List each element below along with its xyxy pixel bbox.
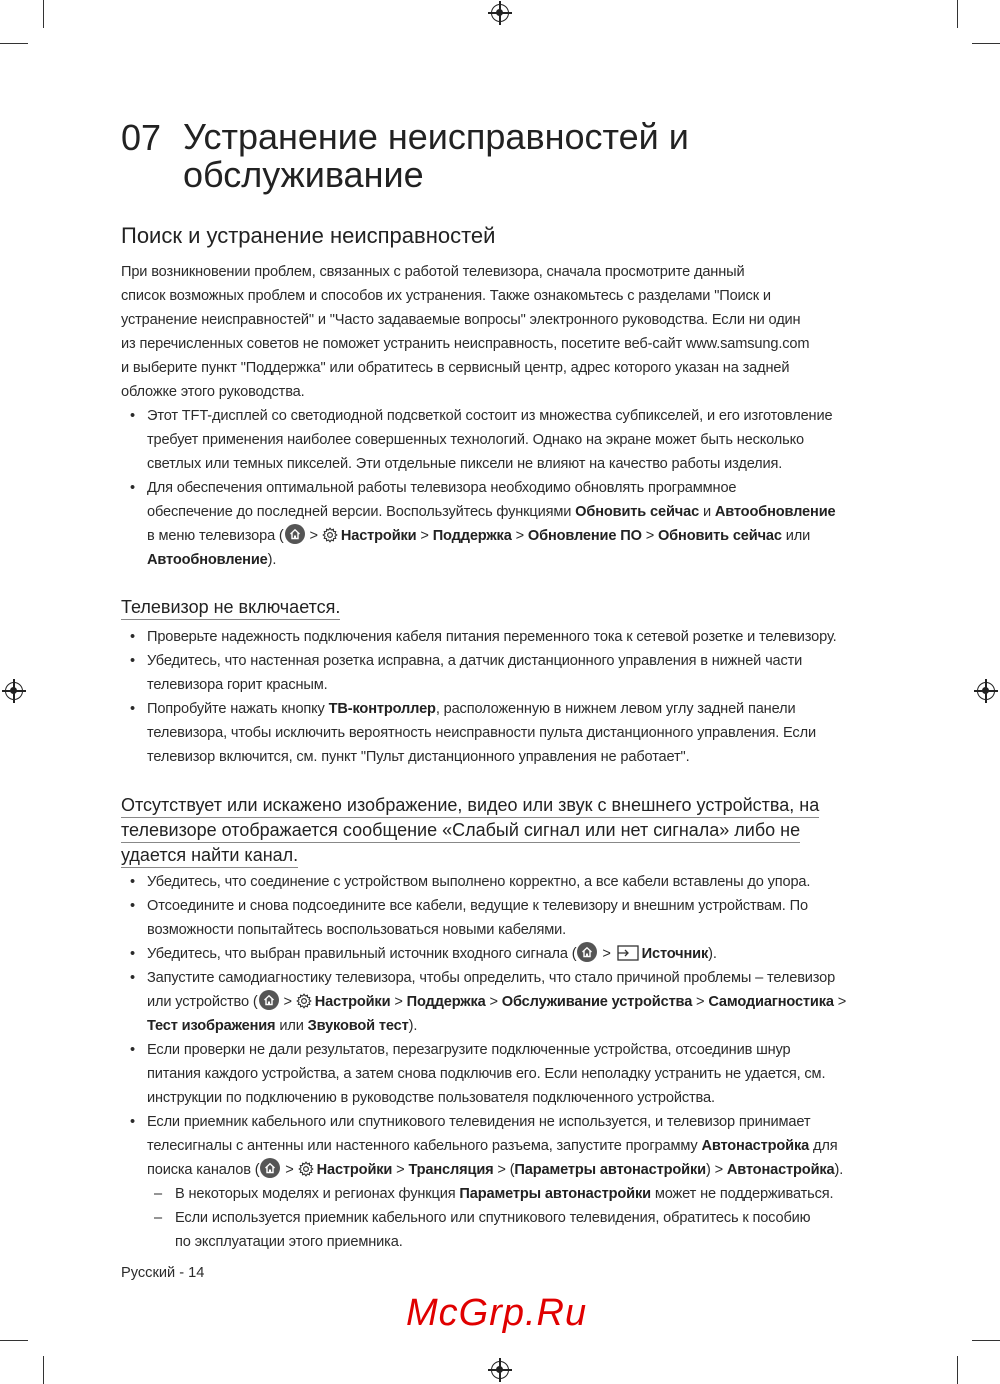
crop-mark bbox=[0, 1340, 28, 1341]
text-run: возможности попытайтесь воспользоваться новыми кабелями. bbox=[147, 922, 567, 938]
text-line bbox=[121, 284, 891, 308]
bullet-marker: • bbox=[130, 653, 135, 669]
chapter-title bbox=[183, 118, 689, 194]
text-line bbox=[121, 308, 891, 332]
text-run: или устройство ( bbox=[147, 994, 258, 1010]
text-line bbox=[147, 942, 891, 966]
bullet-item bbox=[121, 649, 891, 697]
text-line bbox=[147, 1134, 891, 1158]
menu-path-term: Обновить сейчас bbox=[575, 504, 700, 520]
bullet-item bbox=[121, 476, 891, 572]
menu-path-term: Звуковой тест bbox=[307, 1018, 409, 1034]
text-run: обложке этого руководства. bbox=[121, 384, 305, 400]
text-run: и выберите пункт "Поддержка" или обратитесь в сервисный центр, адрес которого указан на задней bbox=[121, 360, 790, 376]
text-run: устранение неисправностей" и "Часто задаваемые вопросы" электронного руководства. Если ни один bbox=[121, 312, 801, 328]
text-line bbox=[147, 721, 891, 745]
text-line bbox=[175, 1230, 891, 1254]
menu-path-term: Трансляция bbox=[408, 1162, 494, 1178]
text-run: телевизор включится, см. пункт "Пульт дистанционного управления не работает". bbox=[147, 749, 690, 765]
intro-bullet-list bbox=[121, 404, 891, 572]
text-line bbox=[147, 625, 891, 649]
text-run: В некоторых моделях и регионах функция bbox=[175, 1186, 460, 1202]
menu-path-term: Настройки bbox=[340, 528, 417, 544]
text-line bbox=[147, 745, 891, 769]
text-run: или bbox=[781, 528, 811, 544]
note-item bbox=[121, 1206, 891, 1254]
text-line bbox=[147, 428, 891, 452]
registration-mark-icon bbox=[491, 4, 509, 22]
text-run: ). bbox=[408, 1018, 418, 1034]
page-footer: Русский - 14 bbox=[121, 1265, 205, 1281]
text-run: > bbox=[281, 1162, 298, 1178]
dash-marker: – bbox=[154, 1210, 162, 1226]
text-line bbox=[147, 1086, 891, 1110]
crop-mark bbox=[957, 0, 958, 28]
text-run: телесигналы с антенны или настенного кабельного разъема, запустите программу bbox=[147, 1138, 702, 1154]
text-run: Убедитесь, что выбран правильный источник входного сигнала ( bbox=[147, 946, 577, 962]
crop-mark bbox=[957, 1356, 958, 1384]
subsection-title-no-power bbox=[121, 595, 340, 620]
bullet-marker: • bbox=[130, 1042, 135, 1058]
bullet-item bbox=[121, 697, 891, 769]
text-line bbox=[147, 1014, 891, 1038]
crop-mark bbox=[972, 43, 1000, 44]
menu-path-term: Автообновление bbox=[147, 552, 268, 568]
menu-path-term: Тест изображения bbox=[147, 1018, 276, 1034]
registration-mark-icon bbox=[5, 682, 23, 700]
note-item bbox=[121, 1182, 891, 1206]
home-icon bbox=[285, 524, 305, 544]
text-line bbox=[147, 548, 891, 572]
menu-path-term: Самодиагностика bbox=[708, 994, 834, 1010]
bullet-item bbox=[121, 1110, 891, 1182]
subsection-title-no-signal bbox=[121, 793, 819, 868]
text-line bbox=[147, 1158, 891, 1182]
text-run: для bbox=[809, 1138, 838, 1154]
home-icon bbox=[577, 942, 597, 962]
text-run: ). bbox=[834, 1162, 844, 1178]
text-run: светлых или темных пикселей. Эти отдельные пиксели не влияют на качество работы изделия. bbox=[147, 456, 783, 472]
text-run: Для обеспечения оптимальной работы телевизора необходимо обновлять программное bbox=[147, 480, 737, 496]
text-run: > bbox=[641, 528, 658, 544]
text-run: Если приемник кабельного или спутникового телевидения не используется, и телевизор принимает bbox=[147, 1114, 811, 1130]
text-run: > bbox=[390, 994, 407, 1010]
bullet-marker: • bbox=[130, 946, 135, 962]
text-run: питания каждого устройства, а затем снова подключив его. Если неполадку устранить не удается, см. bbox=[147, 1066, 826, 1082]
text-line bbox=[121, 356, 891, 380]
text-run: инструкции по подключению в руководстве пользователя подключенного устройства. bbox=[147, 1090, 715, 1106]
bullet-marker: • bbox=[130, 629, 135, 645]
text-line bbox=[147, 476, 891, 500]
text-run: При возникновении проблем, связанных с работой телевизора, сначала просмотрите данный bbox=[121, 264, 745, 280]
section-title: Поиск и устранение неисправностей bbox=[121, 223, 496, 248]
text-run: по эксплуатации этого приемника. bbox=[175, 1234, 403, 1250]
no-power-bullet-list bbox=[121, 625, 891, 769]
text-line bbox=[147, 1062, 891, 1086]
text-run: ). bbox=[267, 552, 277, 568]
subsection-title-line: телевизоре отображается сообщение «Слабый сигнал или нет сигнала» либо не bbox=[121, 818, 800, 843]
text-run: поиска каналов ( bbox=[147, 1162, 260, 1178]
text-run: или bbox=[275, 1018, 308, 1034]
text-run: > bbox=[511, 528, 528, 544]
no-signal-block bbox=[121, 870, 891, 1254]
text-run: > bbox=[598, 946, 615, 962]
chapter-number: 07 bbox=[121, 117, 162, 158]
crop-mark bbox=[43, 0, 44, 28]
intro-block bbox=[121, 260, 891, 572]
text-run: > ( bbox=[493, 1162, 515, 1178]
bullet-marker: • bbox=[130, 1114, 135, 1130]
bullet-item bbox=[121, 1038, 891, 1110]
home-icon bbox=[259, 990, 279, 1010]
text-run: Попробуйте нажать кнопку bbox=[147, 701, 329, 717]
registration-mark-icon bbox=[977, 682, 995, 700]
text-run: может не поддерживаться. bbox=[650, 1186, 834, 1202]
text-line bbox=[175, 1206, 891, 1230]
menu-path-term: Поддержка bbox=[432, 528, 512, 544]
dash-marker: – bbox=[154, 1186, 162, 1202]
text-run: ). bbox=[708, 946, 717, 962]
bullet-item bbox=[121, 894, 891, 942]
text-line bbox=[147, 990, 891, 1014]
bullet-marker: • bbox=[130, 408, 135, 424]
gear-icon bbox=[322, 527, 338, 551]
text-run: > bbox=[279, 994, 296, 1010]
text-line bbox=[147, 649, 891, 673]
text-line bbox=[147, 673, 891, 697]
text-run: телевизора горит красным. bbox=[147, 677, 328, 693]
text-line bbox=[121, 380, 891, 404]
text-line bbox=[147, 404, 891, 428]
chapter-title-line: Устранение неисправностей и bbox=[183, 116, 689, 157]
home-icon bbox=[260, 1158, 280, 1178]
menu-path-term: Настройки bbox=[316, 1162, 393, 1178]
text-run: > bbox=[833, 994, 847, 1010]
menu-path-term: Обновление ПО bbox=[527, 528, 642, 544]
text-line bbox=[147, 1038, 891, 1062]
text-run: телевизора, чтобы исключить вероятность неисправности пульта дистанционного управления. Если bbox=[147, 725, 816, 741]
text-run: Проверьте надежность подключения кабеля питания переменного тока к сетевой розетке и телевизору. bbox=[147, 629, 837, 645]
text-run: Этот TFT-дисплей со светодиодной подсветкой состоит из множества субпикселей, и его изготовление bbox=[147, 408, 833, 424]
registration-mark-icon bbox=[491, 1361, 509, 1379]
text-run: Убедитесь, что настенная розетка исправна, а датчик дистанционного управления в нижней части bbox=[147, 653, 803, 669]
text-line bbox=[147, 918, 891, 942]
bullet-marker: • bbox=[130, 970, 135, 986]
menu-path-term: Поддержка bbox=[406, 994, 486, 1010]
bullet-item bbox=[121, 625, 891, 649]
text-run: Если используется приемник кабельного или спутникового телевидения, обратитесь к пособию bbox=[175, 1210, 811, 1226]
bullet-item bbox=[121, 870, 891, 894]
bullet-item bbox=[121, 942, 891, 966]
text-line bbox=[147, 870, 891, 894]
text-run: и bbox=[699, 504, 715, 520]
text-run: > bbox=[416, 528, 433, 544]
bullet-marker: • bbox=[130, 898, 135, 914]
text-line bbox=[121, 260, 891, 284]
text-run: ) > bbox=[705, 1162, 727, 1178]
text-run: в меню телевизора ( bbox=[147, 528, 284, 544]
crop-mark bbox=[972, 1340, 1000, 1341]
text-run: , расположенную в нижнем левом углу задней панели bbox=[435, 701, 796, 717]
menu-path-term: ТВ-контроллер bbox=[328, 701, 436, 717]
bullet-marker: • bbox=[130, 701, 135, 717]
bullet-marker: • bbox=[130, 480, 135, 496]
text-line bbox=[147, 500, 891, 524]
text-line bbox=[147, 894, 891, 918]
menu-path-term: Параметры автонастройки bbox=[514, 1162, 706, 1178]
subsection-title-line: Отсутствует или искажено изображение, видео или звук с внешнего устройства, на bbox=[121, 793, 819, 818]
text-run: из перечисленных советов не поможет устранить неисправность, посетите веб-сайт www.samsung.com bbox=[121, 336, 810, 352]
subsection-title-line: удается найти канал. bbox=[121, 843, 298, 868]
bullet-item bbox=[121, 404, 891, 476]
intro-paragraph bbox=[121, 260, 891, 404]
menu-path-term: Настройки bbox=[314, 994, 391, 1010]
menu-path-term: Параметры автонастройки bbox=[459, 1186, 651, 1202]
crop-mark bbox=[43, 1356, 44, 1384]
menu-path-term: Обновить сейчас bbox=[657, 528, 782, 544]
subsection-title-line: Телевизор не включается. bbox=[121, 595, 340, 620]
menu-path-term: Обслуживание устройства bbox=[501, 994, 693, 1010]
text-run: Если проверки не дали результатов, перезагрузите подключенные устройства, отсоединив шнур bbox=[147, 1042, 791, 1058]
menu-path-term: Автообновление bbox=[714, 504, 836, 520]
bullet-marker: • bbox=[130, 874, 135, 890]
text-run: обеспечение до последней версии. Воспользуйтесь функциями bbox=[147, 504, 576, 520]
text-run: > bbox=[485, 994, 502, 1010]
menu-path-term: Источник bbox=[641, 946, 709, 962]
text-line bbox=[147, 1110, 891, 1134]
text-run: список возможных проблем и способов их устранения. Также ознакомьтесь с разделами "Поиск и bbox=[121, 288, 771, 304]
no-signal-bullet-list bbox=[121, 870, 891, 1182]
menu-path-term: Автонастройка bbox=[726, 1162, 835, 1178]
menu-path-term: Автонастройка bbox=[701, 1138, 810, 1154]
text-run: > bbox=[692, 994, 709, 1010]
text-run: > bbox=[392, 1162, 409, 1178]
bullet-item bbox=[121, 966, 891, 1038]
text-run: Убедитесь, что соединение с устройством выполнено корректно, а все кабели вставлены до упора. bbox=[147, 874, 811, 890]
chapter-title-line: обслуживание bbox=[183, 154, 424, 195]
text-line bbox=[147, 697, 891, 721]
text-line bbox=[175, 1182, 891, 1206]
text-line bbox=[121, 332, 891, 356]
text-run: Запустите самодиагностику телевизора, чтобы определить, что стало причиной проблемы – телевизор bbox=[147, 970, 836, 986]
crop-mark bbox=[0, 43, 28, 44]
text-line bbox=[147, 966, 891, 990]
watermark-logo: McGrp.Ru bbox=[406, 1292, 588, 1334]
text-run: Отсоедините и снова подсоедините все кабели, ведущие к телевизору и внешним устройствам. По bbox=[147, 898, 808, 914]
text-run: > bbox=[305, 528, 322, 544]
text-line bbox=[147, 452, 891, 476]
text-run: требует применения наиболее совершенных технологий. Однако на экране может быть несколько bbox=[147, 432, 804, 448]
no-signal-note-list bbox=[121, 1182, 891, 1254]
text-line bbox=[147, 524, 891, 548]
